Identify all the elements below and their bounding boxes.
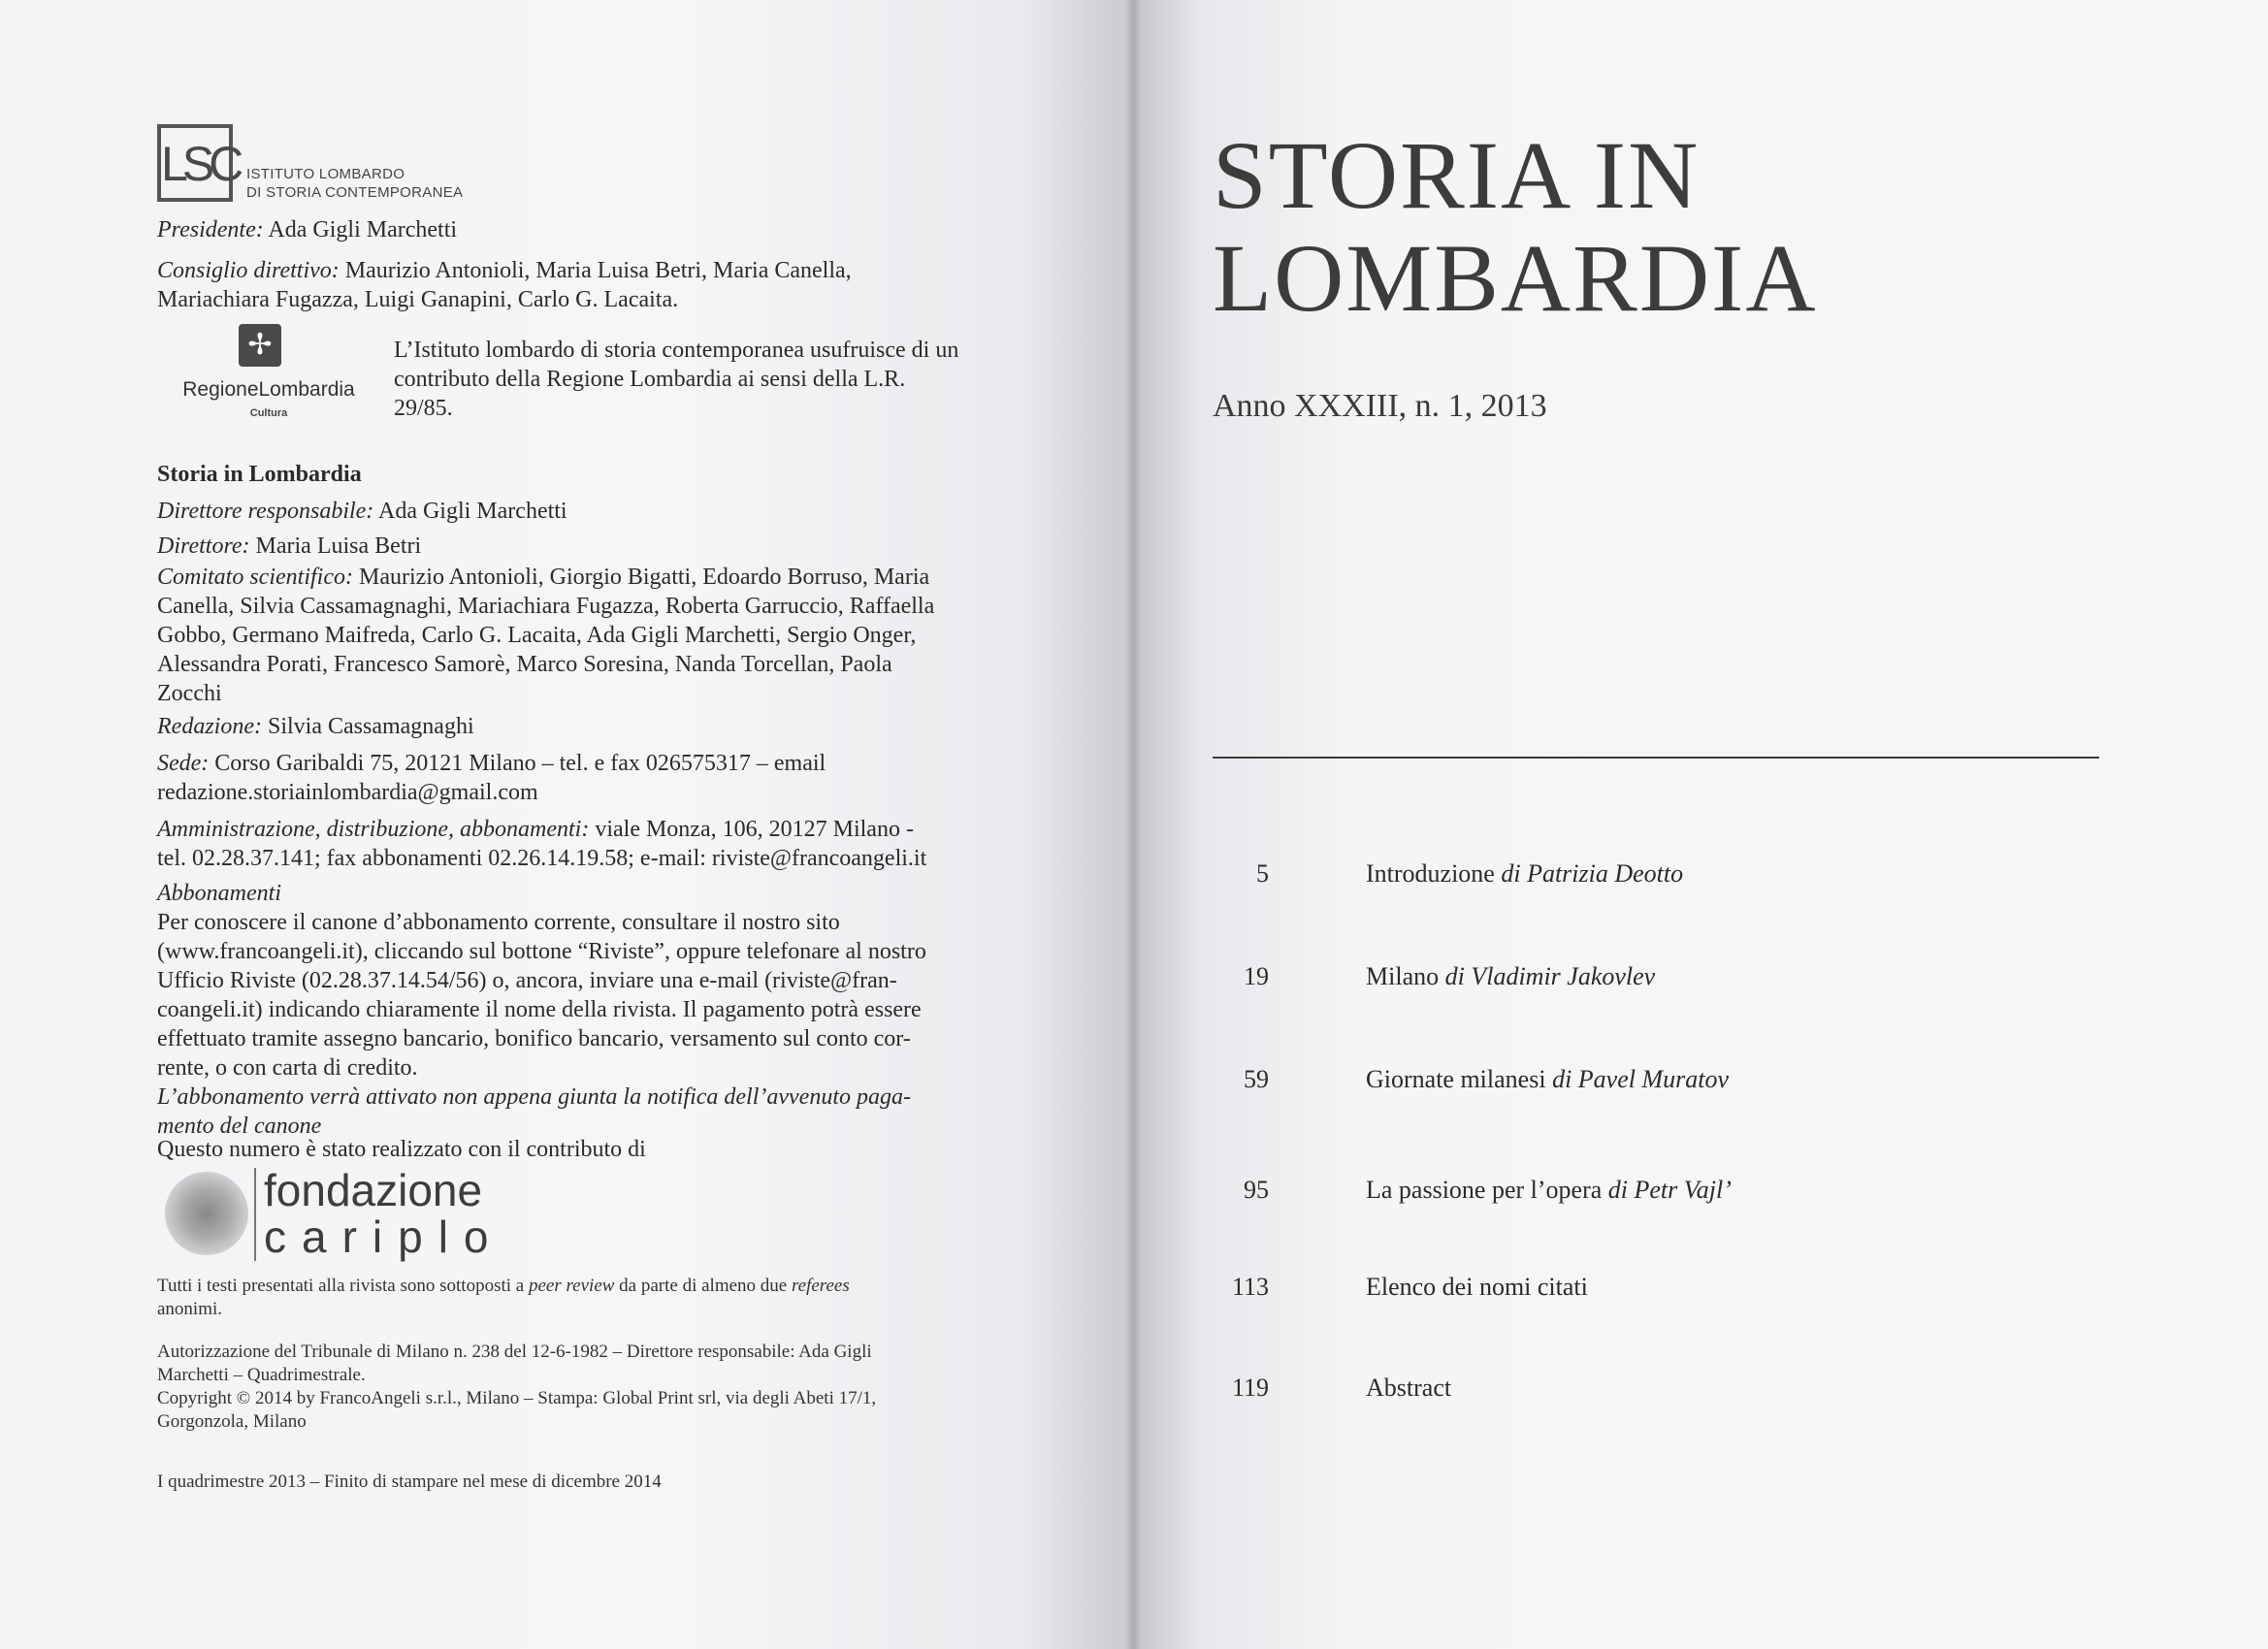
- toc-page-number: 113: [1231, 1273, 1269, 1301]
- toc-entry-author: di Pavel Muratov: [1552, 1065, 1730, 1093]
- direttore-responsabile: Direttore responsabile: Ada Gigli Marchetti: [157, 499, 567, 524]
- presidente: Presidente: Ada Gigli Marchetti: [157, 217, 458, 242]
- toc-entry: [1213, 962, 2086, 1001]
- toc-entry-title: Introduzione di Patrizia Deotto: [1366, 859, 1684, 888]
- toc-entry-title: La passione per l’opera di Petr Vajl’: [1366, 1176, 1732, 1204]
- cariplo-seal-icon: [165, 1172, 248, 1255]
- toc-entry: [1213, 1176, 2086, 1214]
- toc-entry: [1213, 1065, 2086, 1104]
- toc-page-number: 119: [1231, 1374, 1269, 1402]
- istituto-logo: [157, 124, 545, 202]
- contributo-note: Questo numero è stato realizzato con il contributo di: [157, 1137, 646, 1162]
- book-gutter: [1125, 0, 1141, 1649]
- regione-note: L’Istituto lombardo di storia contemporanea usufruisce di un contributo della Regione Lombardia ai sensi della L.R. 29/85.: [394, 338, 959, 421]
- lsc-logo-mark: LSC: [157, 124, 233, 202]
- consiglio-direttivo: Consiglio direttivo: Maurizio Antonioli, Maria Luisa Betri, Maria Canella, Mariachiara Fugazza, Luigi Ganapini, Carlo G. Lacaita.: [157, 258, 852, 312]
- issue-number: Anno XXXIII, n. 1, 2013: [1213, 388, 1547, 424]
- toc-page-number: 19: [1244, 962, 1269, 990]
- divider-rule: [1213, 757, 2099, 759]
- toc-page-number: 5: [1256, 859, 1269, 888]
- toc-entry-title: Giornate milanesi di Pavel Muratov: [1366, 1065, 1730, 1093]
- amministrazione: Amministrazione, distribuzione, abbonamenti: viale Monza, 106, 20127 Milano - tel. 02.28.37.141; fax abbonamenti 02.26.14.19.58; e-mail: riviste@francoangeli.it: [157, 817, 927, 871]
- toc-page-number: 95: [1244, 1176, 1269, 1204]
- peer-review-note: Tutti i testi presentati alla rivista sono sottoposti a peer review da parte di almeno due referees anonimi.: [157, 1276, 850, 1319]
- journal-main-title: STORIA IN LOMBARDIA: [1213, 121, 1818, 332]
- toc-entry-author: di Petr Vajl’: [1607, 1176, 1732, 1204]
- toc-entry-title: Elenco dei nomi citati: [1366, 1273, 1588, 1301]
- direttore: Direttore: Maria Luisa Betri: [157, 534, 422, 559]
- toc-entry: [1213, 1374, 2086, 1412]
- toc-entry: [1213, 1273, 2086, 1311]
- abbonamenti: Abbonamenti Per conoscere il canone d’abbonamento corrente, consultare il nostro sito (www.francoangeli.it), cliccando sul bottone “Riviste”, oppure telefonare al nostro Ufficio Riviste (02.28.37.14.54/56) o, ancora, inviare una e-mail (riviste@fran- coangeli.it) indicando chiaramente il nome della rivista. Il pagamento potrà essere effettuato tramite assegno bancario, bonifico bancario, versamento sul conto cor- rente, o con carta di credito. L’abbonamento verrà attivato non appena giunta la notifica dell’avvenuto paga- mento del canone: [157, 881, 926, 1139]
- fondazione-cariplo-logo: fondazione cariplo: [165, 1168, 534, 1265]
- regione-emblem-icon: ✢: [239, 324, 281, 367]
- left-page: [0, 0, 1133, 1649]
- journal-title: Storia in Lombardia: [157, 462, 362, 487]
- istituto-name: ISTITUTO LOMBARDO DI STORIA CONTEMPORANEA: [246, 166, 464, 201]
- sede: Sede: Corso Garibaldi 75, 20121 Milano – tel. e fax 026575317 – email redazione.storiainlombardia@gmail.com: [157, 751, 826, 805]
- toc-entry: [1213, 859, 2086, 898]
- comitato-scientifico: Comitato scientifico: Maurizio Antonioli, Giorgio Bigatti, Edoardo Borruso, Maria Canella, Silvia Cassamagnaghi, Mariachiara Fugazza, Roberta Garruccio, Raffaella Gobbo, Germano Maifreda, Carlo G. Lacaita, Ada Gigli Marchetti, Sergio Onger, Alessandra Porati, Francesco Samorè, Marco Soresina, Nanda Torcellan, Paola Zocchi: [157, 565, 935, 706]
- autorizzazione: Autorizzazione del Tribunale di Milano n. 238 del 12-6-1982 – Direttore responsabile: Ada Gigli Marchetti – Quadrimestrale. Copyright © 2014 by FrancoAngeli s.r.l., Milano – Stampa: Global Print srl, via degli Abeti 17/1, Gorgonzola, Milano: [157, 1342, 877, 1432]
- toc-entry-author: di Vladimir Jakovlev: [1444, 962, 1656, 990]
- toc-entry-author: di Patrizia Deotto: [1501, 859, 1684, 888]
- toc-entry-title: Milano di Vladimir Jakovlev: [1366, 962, 1656, 990]
- toc-entry-title: Abstract: [1366, 1374, 1452, 1402]
- redazione: Redazione: Silvia Cassamagnaghi: [157, 714, 474, 739]
- printing-note: I quadrimestre 2013 – Finito di stampare nel mese di dicembre 2014: [157, 1471, 662, 1492]
- toc-page-number: 59: [1244, 1065, 1269, 1093]
- regione-lombardia-logo: ✢ RegioneLombardia Cultura: [157, 324, 380, 431]
